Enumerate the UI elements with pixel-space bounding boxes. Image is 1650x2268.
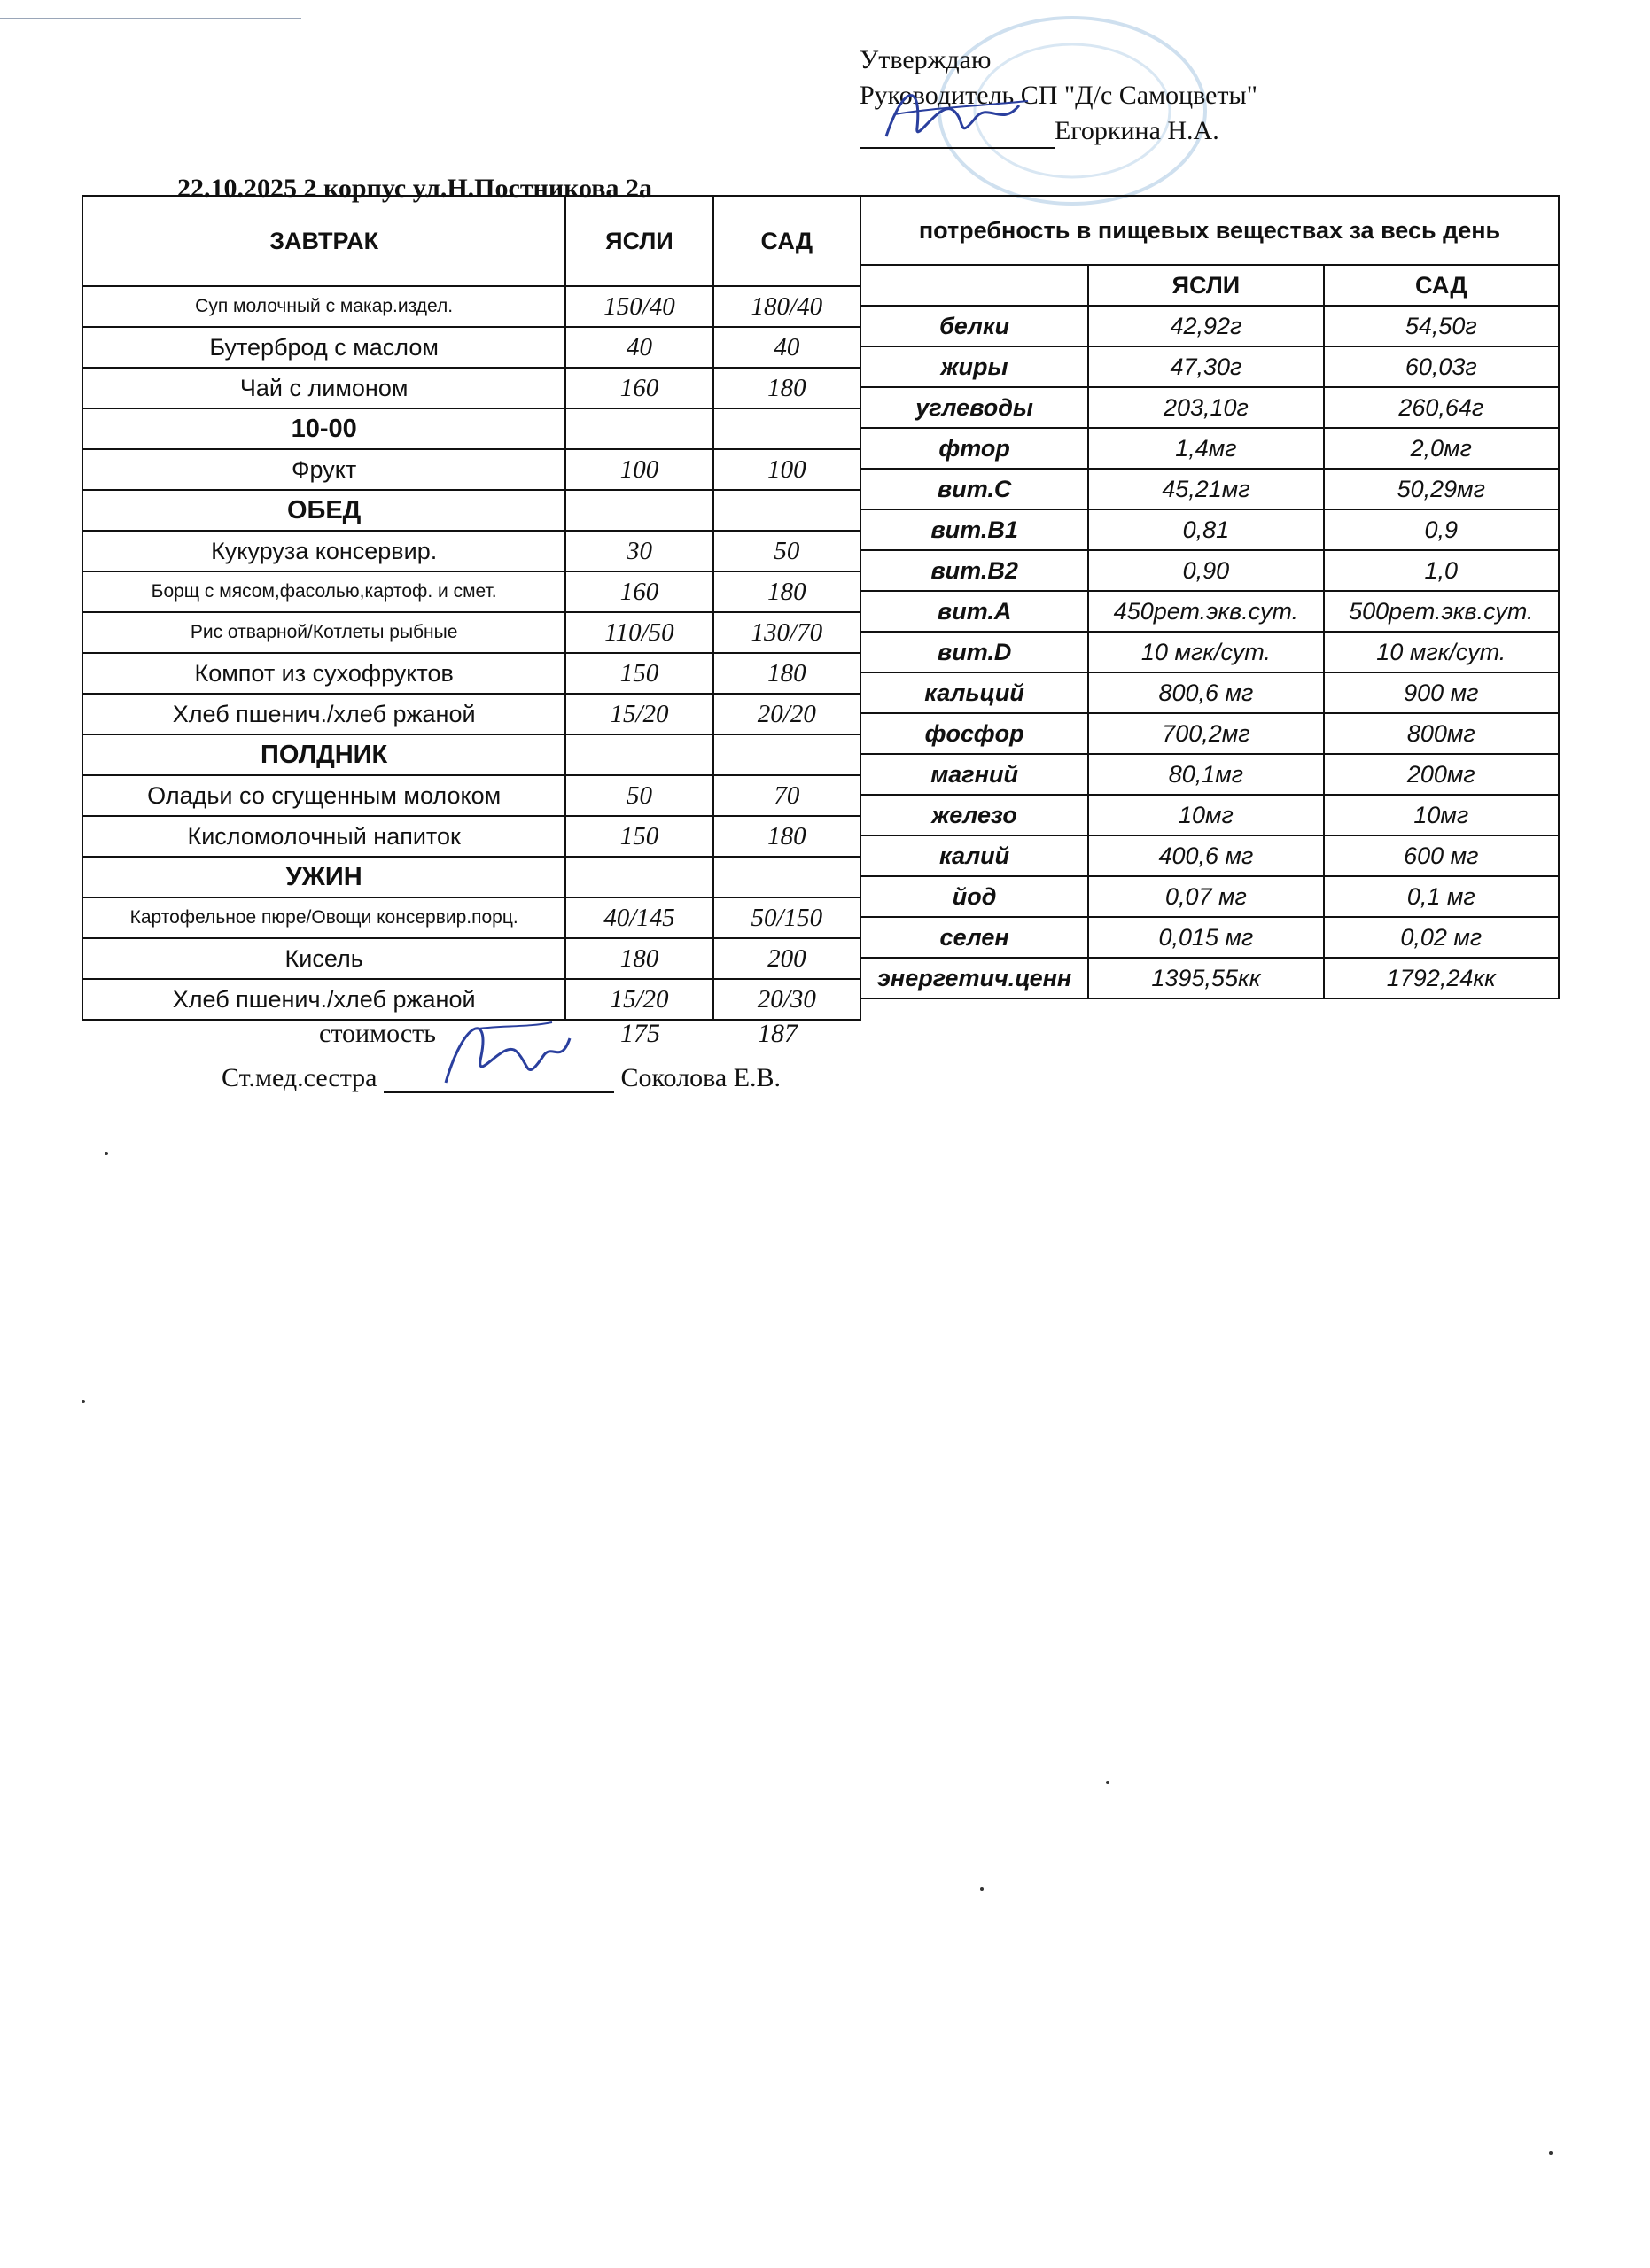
needs-nutrient: железо	[860, 795, 1088, 835]
needs-value-yasli: 400,6 мг	[1088, 835, 1323, 876]
menu-qty-yasli: 180	[565, 938, 712, 979]
menu-qty-sad: 180	[713, 816, 860, 857]
nurse-signature-row	[222, 1063, 781, 1093]
needs-nutrient: селен	[860, 917, 1088, 958]
needs-value-yasli: 203,10г	[1088, 387, 1323, 428]
menu-dish: Бутерброд с маслом	[82, 327, 565, 368]
needs-value-yasli: 0,81	[1088, 509, 1323, 550]
menu-qty-yasli: 30	[565, 531, 712, 571]
menu-qty-yasli	[565, 857, 712, 897]
menu-qty-sad	[713, 490, 860, 531]
menu-row	[82, 449, 860, 490]
nurse-signature-line	[384, 1065, 614, 1093]
menu-qty-yasli: 40/145	[565, 897, 712, 938]
needs-row	[860, 387, 1559, 428]
menu-row	[82, 531, 860, 571]
needs-header-row	[860, 196, 1559, 265]
menu-dish: Суп молочный с макар.издел.	[82, 286, 565, 327]
needs-nutrient: калий	[860, 835, 1088, 876]
needs-value-sad: 54,50г	[1324, 306, 1559, 346]
menu-qty-yasli: 150	[565, 653, 712, 694]
needs-row	[860, 306, 1559, 346]
menu-dish: Чай с лимоном	[82, 368, 565, 408]
needs-value-yasli: 10 мгк/сут.	[1088, 632, 1323, 672]
menu-dish: Картофельное пюре/Овощи консервир.порц.	[82, 897, 565, 938]
menu-row	[82, 490, 860, 531]
menu-dish: Компот из сухофруктов	[82, 653, 565, 694]
director-signature-icon	[868, 74, 1046, 154]
needs-row	[860, 958, 1559, 998]
needs-value-sad: 900 мг	[1324, 672, 1559, 713]
needs-value-sad: 0,02 мг	[1324, 917, 1559, 958]
scan-speck	[980, 1887, 984, 1891]
menu-qty-sad	[713, 857, 860, 897]
needs-value-yasli: 10мг	[1088, 795, 1323, 835]
needs-value-sad: 10 мгк/сут.	[1324, 632, 1559, 672]
menu-qty-yasli	[565, 408, 712, 449]
menu-qty-sad	[713, 734, 860, 775]
needs-row	[860, 835, 1559, 876]
needs-nutrient: вит.В1	[860, 509, 1088, 550]
menu-qty-sad: 20/30	[713, 979, 860, 1020]
approval-line-1: Утверждаю	[860, 45, 992, 74]
needs-nutrient: белки	[860, 306, 1088, 346]
needs-row	[860, 754, 1559, 795]
menu-qty-yasli: 50	[565, 775, 712, 816]
menu-qty-yasli: 150	[565, 816, 712, 857]
menu-qty-yasli: 160	[565, 368, 712, 408]
menu-dish: Борщ с мясом,фасолью,картоф. и смет.	[82, 571, 565, 612]
needs-subheader-row	[860, 265, 1559, 306]
cost-yasli: 175	[620, 1019, 660, 1048]
menu-dish: Оладьи со сгущенным молоком	[82, 775, 565, 816]
needs-value-yasli: 800,6 мг	[1088, 672, 1323, 713]
menu-dish: Кукуруза консервир.	[82, 531, 565, 571]
needs-header: потребность в пищевых веществах за весь день	[860, 196, 1559, 265]
menu-row	[82, 938, 860, 979]
menu-row	[82, 694, 860, 734]
menu-dish: Кисель	[82, 938, 565, 979]
needs-nutrient: энергетич.ценн	[860, 958, 1088, 998]
menu-qty-sad: 100	[713, 449, 860, 490]
menu-row	[82, 327, 860, 368]
scan-speck	[105, 1152, 108, 1155]
needs-value-sad: 0,1 мг	[1324, 876, 1559, 917]
needs-value-yasli: 80,1мг	[1088, 754, 1323, 795]
menu-dish: Рис отварной/Котлеты рыбные	[82, 612, 565, 653]
needs-nutrient: вит.С	[860, 469, 1088, 509]
nutrition-needs-table	[860, 195, 1560, 999]
menu-row	[82, 734, 860, 775]
needs-subheader-yasli: ЯСЛИ	[1088, 265, 1323, 306]
menu-qty-sad: 130/70	[713, 612, 860, 653]
needs-nutrient: йод	[860, 876, 1088, 917]
needs-nutrient: вит.А	[860, 591, 1088, 632]
needs-value-yasli: 450рет.экв.сут.	[1088, 591, 1323, 632]
needs-nutrient: вит.В2	[860, 550, 1088, 591]
needs-value-sad: 10мг	[1324, 795, 1559, 835]
director-name: Егоркина Н.А.	[1055, 116, 1219, 145]
needs-value-sad: 500рет.экв.сут.	[1324, 591, 1559, 632]
nurse-name: Соколова Е.В.	[620, 1063, 782, 1092]
menu-row	[82, 571, 860, 612]
needs-row	[860, 672, 1559, 713]
menu-qty-sad: 40	[713, 327, 860, 368]
document-title: 22.10.2025 2 корпус ул.Н.Постникова 2а	[177, 174, 652, 203]
menu-row	[82, 408, 860, 449]
needs-value-sad: 1792,24кк	[1324, 958, 1559, 998]
menu-dish: ОБЕД	[82, 490, 565, 531]
menu-row	[82, 857, 860, 897]
menu-row	[82, 897, 860, 938]
menu-qty-sad: 50/150	[713, 897, 860, 938]
approval-block	[860, 43, 1257, 149]
menu-header-meal: ЗАВТРАК	[82, 196, 565, 286]
menu-dish: Хлеб пшенич./хлеб ржаной	[82, 979, 565, 1020]
menu-row	[82, 286, 860, 327]
needs-nutrient: фтор	[860, 428, 1088, 469]
menu-row	[82, 368, 860, 408]
scan-speck	[82, 1400, 85, 1403]
menu-qty-sad: 180	[713, 571, 860, 612]
needs-value-yasli: 1,4мг	[1088, 428, 1323, 469]
menu-header-row	[82, 196, 860, 286]
needs-subheader-blank	[860, 265, 1088, 306]
needs-row	[860, 509, 1559, 550]
needs-nutrient: кальций	[860, 672, 1088, 713]
menu-qty-yasli	[565, 734, 712, 775]
needs-nutrient: фосфор	[860, 713, 1088, 754]
menu-row	[82, 612, 860, 653]
approval-signature-row	[860, 113, 1257, 149]
cost-sad: 187	[758, 1019, 798, 1048]
needs-row	[860, 428, 1559, 469]
director-signature-line	[860, 120, 1055, 149]
menu-table	[82, 195, 861, 1021]
menu-row	[82, 653, 860, 694]
needs-value-sad: 1,0	[1324, 550, 1559, 591]
needs-value-sad: 50,29мг	[1324, 469, 1559, 509]
needs-value-sad: 260,64г	[1324, 387, 1559, 428]
needs-row	[860, 713, 1559, 754]
needs-value-sad: 600 мг	[1324, 835, 1559, 876]
needs-row	[860, 550, 1559, 591]
needs-value-yasli: 0,015 мг	[1088, 917, 1323, 958]
menu-dish: Фрукт	[82, 449, 565, 490]
nurse-position: Ст.мед.сестра	[222, 1063, 377, 1092]
menu-qty-yasli: 160	[565, 571, 712, 612]
menu-qty-sad: 70	[713, 775, 860, 816]
top-rule	[0, 18, 301, 19]
menu-header-yasli: ЯСЛИ	[565, 196, 712, 286]
menu-header-sad: САД	[713, 196, 860, 286]
menu-row	[82, 775, 860, 816]
menu-qty-yasli: 40	[565, 327, 712, 368]
cost-label: стоимость	[319, 1019, 436, 1048]
needs-value-yasli: 0,07 мг	[1088, 876, 1323, 917]
needs-nutrient: жиры	[860, 346, 1088, 387]
menu-qty-sad: 180	[713, 368, 860, 408]
needs-nutrient: вит.D	[860, 632, 1088, 672]
needs-value-sad: 0,9	[1324, 509, 1559, 550]
scan-speck	[1106, 1781, 1109, 1784]
approval-line-2: Руководитель СП "Д/с Самоцветы"	[860, 81, 1257, 110]
menu-qty-yasli: 100	[565, 449, 712, 490]
needs-row	[860, 591, 1559, 632]
menu-dish: ПОЛДНИК	[82, 734, 565, 775]
needs-value-yasli: 45,21мг	[1088, 469, 1323, 509]
needs-value-yasli: 0,90	[1088, 550, 1323, 591]
needs-value-yasli: 47,30г	[1088, 346, 1323, 387]
needs-row	[860, 876, 1559, 917]
needs-nutrient: магний	[860, 754, 1088, 795]
needs-row	[860, 632, 1559, 672]
scan-speck	[1549, 2151, 1553, 2155]
needs-row	[860, 469, 1559, 509]
needs-value-sad: 60,03г	[1324, 346, 1559, 387]
menu-qty-sad	[713, 408, 860, 449]
menu-qty-yasli	[565, 490, 712, 531]
menu-dish: Хлеб пшенич./хлеб ржаной	[82, 694, 565, 734]
needs-row	[860, 917, 1559, 958]
needs-row	[860, 795, 1559, 835]
menu-dish: 10-00	[82, 408, 565, 449]
menu-qty-sad: 20/20	[713, 694, 860, 734]
menu-qty-yasli: 150/40	[565, 286, 712, 327]
needs-value-sad: 200мг	[1324, 754, 1559, 795]
menu-qty-sad: 180	[713, 653, 860, 694]
menu-row	[82, 816, 860, 857]
needs-subheader-sad: САД	[1324, 265, 1559, 306]
menu-dish: Кисломолочный напиток	[82, 816, 565, 857]
menu-qty-sad: 50	[713, 531, 860, 571]
needs-value-sad: 2,0мг	[1324, 428, 1559, 469]
menu-qty-yasli: 110/50	[565, 612, 712, 653]
menu-qty-yasli: 15/20	[565, 694, 712, 734]
needs-row	[860, 346, 1559, 387]
needs-value-sad: 800мг	[1324, 713, 1559, 754]
menu-qty-sad: 180/40	[713, 286, 860, 327]
menu-qty-yasli: 15/20	[565, 979, 712, 1020]
needs-value-yasli: 700,2мг	[1088, 713, 1323, 754]
menu-dish: УЖИН	[82, 857, 565, 897]
needs-value-yasli: 42,92г	[1088, 306, 1323, 346]
nurse-signature-icon	[419, 1003, 579, 1100]
needs-nutrient: углеводы	[860, 387, 1088, 428]
needs-value-yasli: 1395,55кк	[1088, 958, 1323, 998]
menu-qty-sad: 200	[713, 938, 860, 979]
